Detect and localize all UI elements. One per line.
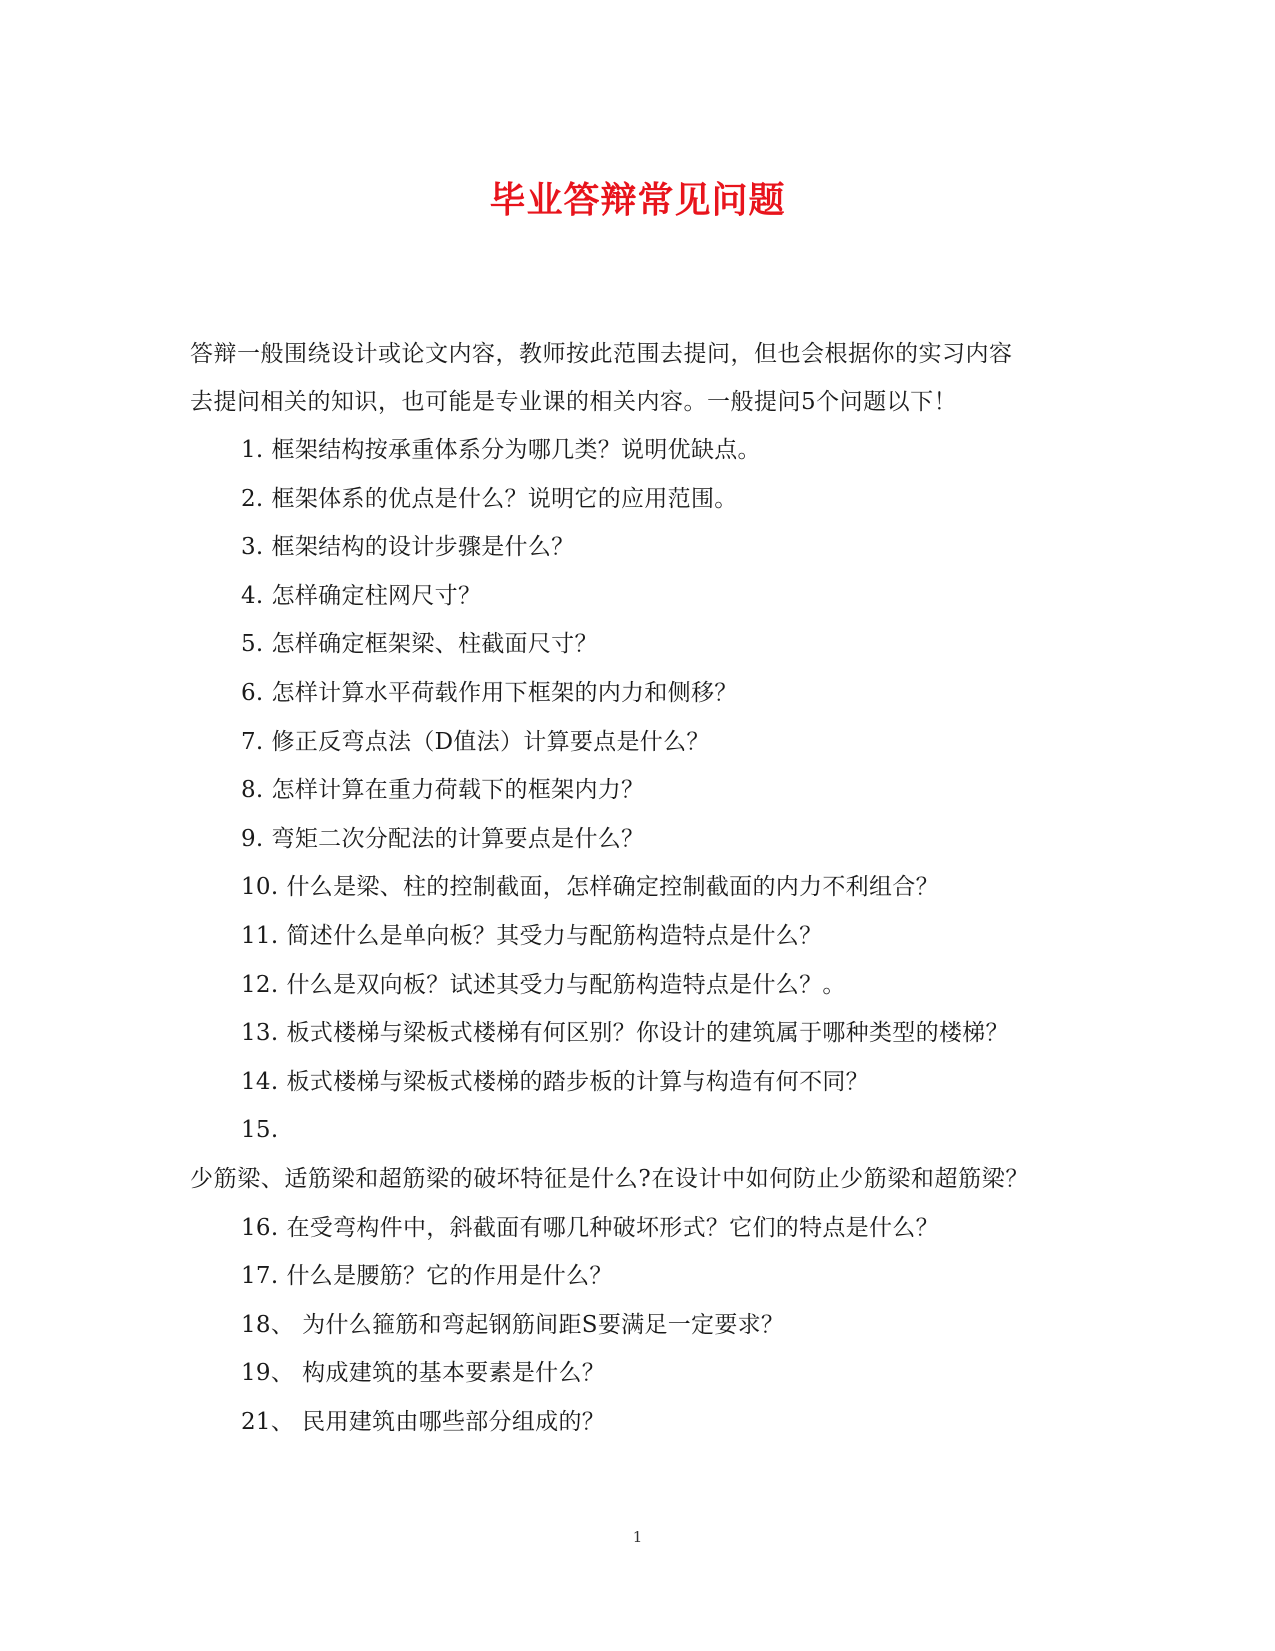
question-number: 12.	[241, 971, 279, 998]
question-number: 14.	[241, 1068, 279, 1095]
question-text: 框架体系的优点是什么？说明它的应用范围。	[271, 485, 738, 512]
question-item	[0, 1252, 1275, 1301]
question-text: 框架结构按承重体系分为哪几类？说明优缺点。	[271, 437, 761, 463]
question-number: 13.	[241, 1020, 279, 1047]
question-text: 什么是梁、柱的控制截面，怎样确定控制截面的内力不利组合？	[286, 874, 939, 901]
question-number: 10.	[241, 874, 279, 901]
question-item	[0, 1009, 1275, 1058]
question-item	[0, 961, 1275, 1010]
question-number: 21、	[241, 1408, 295, 1435]
question-text: 在受弯构件中，斜截面有哪几种破坏形式？它们的特点是什么？	[286, 1214, 939, 1241]
intro-line: 去提问相关的知识，也可能是专业课的相关内容。一般提问5个问题以下！	[190, 389, 958, 415]
question-item	[0, 1106, 1275, 1203]
question-number: 3.	[241, 534, 264, 561]
question-item	[0, 1398, 1275, 1447]
question-number: 18、	[241, 1311, 295, 1338]
question-text: 什么是腰筋？它的作用是什么？	[286, 1263, 613, 1290]
question-number: 8.	[241, 777, 264, 804]
question-item	[0, 1058, 1275, 1107]
question-number: 1.	[241, 437, 264, 463]
intro-paragraph	[190, 330, 1090, 426]
question-text: 什么是双向板？试述其受力与配筋构造特点是什么？。	[286, 971, 846, 998]
question-text: 怎样确定框架梁、柱截面尺寸？	[271, 631, 598, 658]
question-item	[0, 669, 1275, 718]
question-item	[0, 572, 1275, 621]
question-item	[0, 1301, 1275, 1350]
question-text: 怎样计算水平荷载作用下框架的内力和侧移？	[271, 679, 738, 706]
question-text: 构成建筑的基本要素是什么？	[302, 1360, 606, 1387]
question-text: 少筋梁、适筋梁和超筋梁的破坏特征是什么?在设计中如何防止少筋梁和超筋梁？	[190, 1165, 1029, 1192]
question-number: 4.	[241, 582, 264, 609]
question-item	[0, 1204, 1275, 1253]
question-text: 怎样计算在重力荷载下的框架内力？	[271, 777, 645, 804]
question-item	[0, 523, 1275, 572]
question-number: 15.	[241, 1117, 279, 1144]
question-number: 19、	[241, 1360, 295, 1387]
question-item	[0, 718, 1275, 767]
question-item	[0, 1349, 1275, 1398]
question-text: 修正反弯点法（D值法）计算要点是什么？	[271, 728, 710, 755]
question-number: 11.	[241, 922, 279, 949]
question-item	[0, 912, 1275, 961]
question-item	[0, 815, 1275, 864]
question-text: 怎样确定柱网尺寸？	[271, 582, 482, 609]
question-number: 9.	[241, 825, 264, 852]
question-text: 弯矩二次分配法的计算要点是什么？	[271, 825, 645, 852]
question-item	[0, 426, 1275, 475]
question-text: 板式楼梯与梁板式楼梯的踏步板的计算与构造有何不同？	[286, 1068, 869, 1095]
question-item	[0, 863, 1275, 912]
question-item	[0, 620, 1275, 669]
question-number: 6.	[241, 679, 264, 706]
question-number: 16.	[241, 1214, 279, 1241]
question-item	[0, 475, 1275, 524]
question-text: 框架结构的设计步骤是什么？	[271, 534, 575, 561]
question-item	[0, 766, 1275, 815]
question-text: 简述什么是单向板？其受力与配筋构造特点是什么？	[286, 922, 823, 949]
question-text: 民用建筑由哪些部分组成的？	[302, 1408, 606, 1435]
intro-line: 答辩一般围绕设计或论文内容，教师按此范围去提问，但也会根据你的实习内容	[190, 341, 1013, 367]
page-title: 毕业答辩常见问题	[489, 179, 786, 221]
question-number: 5.	[241, 631, 264, 658]
question-text: 板式楼梯与梁板式楼梯有何区别？你设计的建筑属于哪种类型的楼梯？	[286, 1020, 1009, 1047]
page-number: 1	[632, 1528, 643, 1546]
question-number: 17.	[241, 1263, 279, 1290]
question-number: 2.	[241, 485, 264, 512]
question-list	[0, 426, 1275, 1446]
question-text: 为什么箍筋和弯起钢筋间距S要满足一定要求？	[302, 1311, 785, 1338]
question-number: 7.	[241, 728, 264, 755]
